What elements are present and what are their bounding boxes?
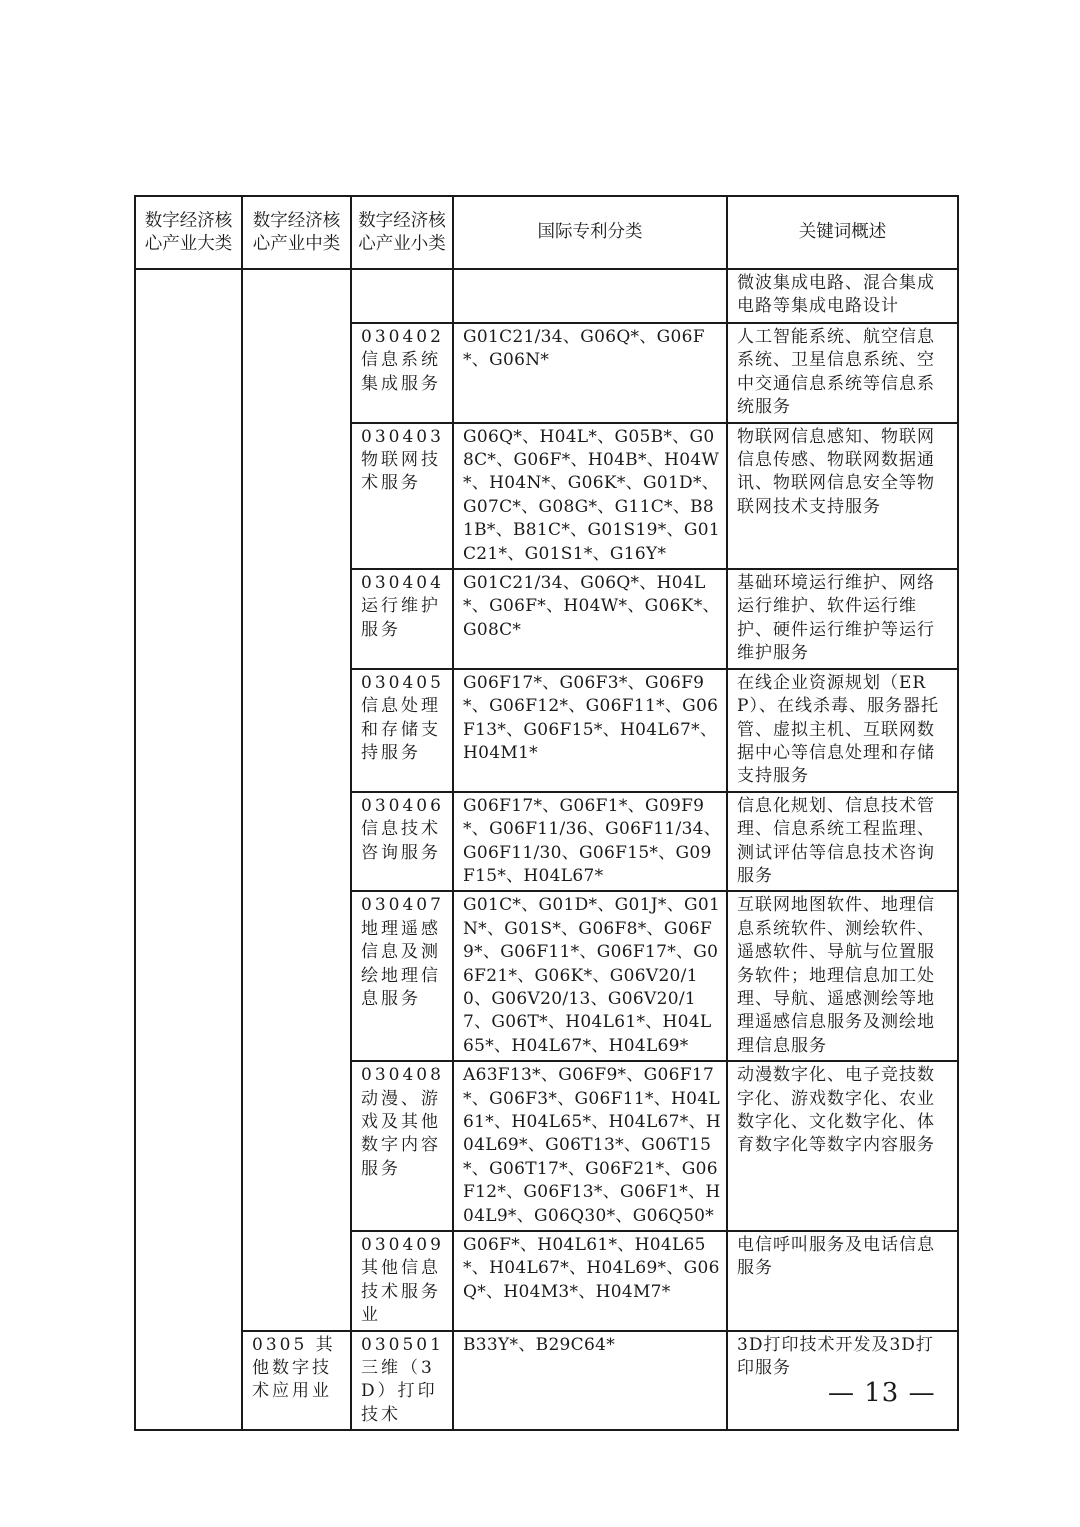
ipc-cell: B33Y*、B29C64* [453, 1331, 727, 1431]
header-middle: 数字经济核心产业中类 [242, 196, 351, 269]
minor-cell: 030501 三维（3D）打印技术 [351, 1331, 453, 1431]
minor-cell: 030403 物联网技术服务 [351, 423, 453, 569]
keywords-cell: 互联网地图软件、地理信息系统软件、测绘软件、遥感软件、导航与位置服务软件；地理信息加工处理、导航、遥感测绘等地理遥感信息服务及测绘地理信息服务 [727, 891, 958, 1061]
table-row [135, 269, 958, 323]
minor-cell: 030409 其他信息技术服务业 [351, 1231, 453, 1331]
classification-table [134, 195, 959, 1431]
keywords-cell: 在线企业资源规划（ERP）、在线杀毒、服务器托管、虚拟主机、互联网数据中心等信息处理和存储支持服务 [727, 669, 958, 792]
keywords-cell: 人工智能系统、航空信息系统、卫星信息系统、空中交通信息系统等信息系统服务 [727, 323, 958, 423]
header-keywords: 关键词概述 [727, 196, 958, 269]
ipc-cell: G06F*、H04L61*、H04L65*、H04L67*、H04L69*、G06Q*、H04M3*、H04M7* [453, 1231, 727, 1331]
ipc-cell: G01C*、G01D*、G01J*、G01N*、G01S*、G06F8*、G06F9*、G06F11*、G06F17*、G06F21*、G06K*、G06V20/10、G06V20/13、G06V20/17、G06T*、H04L61*、H04L65*、H04L67*、H04L69* [453, 891, 727, 1061]
header-minor: 数字经济核心产业小类 [351, 196, 453, 269]
minor-cell: 030402 信息系统集成服务 [351, 323, 453, 423]
middle-cell: 0305 其他数字技术应用业 [242, 1331, 351, 1431]
keywords-cell: 物联网信息感知、物联网信息传感、物联网数据通讯、物联网信息安全等物联网技术支持服务 [727, 423, 958, 569]
ipc-cell: G06Q*、H04L*、G05B*、G08C*、G06F*、H04B*、H04W*、H04N*、G06K*、G01D*、G07C*、G08G*、G11C*、B81B*、B81C*、G01S19*、G01C21*、G01S1*、G16Y* [453, 423, 727, 569]
major-cell [135, 269, 242, 1430]
ipc-cell: A63F13*、G06F9*、G06F17*、G06F3*、G06F11*、H04L61*、H04L65*、H04L67*、H04L69*、G06T13*、G06T15*、G06T17*、G06F21*、G06F12*、G06F13*、G06F1*、H04L9*、G06Q30*、G06Q50* [453, 1061, 727, 1231]
page-number: — 13 — [828, 1378, 936, 1408]
keywords-cell: 信息化规划、信息技术管理、信息系统工程监理、测试评估等信息技术咨询服务 [727, 792, 958, 892]
middle-cell [242, 269, 351, 1331]
keywords-cell: 微波集成电路、混合集成电路等集成电路设计 [727, 269, 958, 323]
minor-cell: 030405 信息处理和存储支持服务 [351, 669, 453, 792]
keywords-cell: 动漫数字化、电子竞技数字化、游戏数字化、农业数字化、文化数字化、体育数字化等数字内容服务 [727, 1061, 958, 1231]
header-major: 数字经济核心产业大类 [135, 196, 242, 269]
ipc-cell: G06F17*、G06F3*、G06F9*、G06F12*、G06F11*、G06F13*、G06F15*、H04L67*、H04M1* [453, 669, 727, 792]
minor-cell [351, 269, 453, 323]
minor-cell: 030408 动漫、游戏及其他数字内容服务 [351, 1061, 453, 1231]
ipc-cell: G01C21/34、G06Q*、H04L*、G06F*、H04W*、G06K*、G08C* [453, 569, 727, 669]
keywords-cell: 基础环境运行维护、网络运行维护、软件运行维护、硬件运行维护等运行维护服务 [727, 569, 958, 669]
ipc-cell: G01C21/34、G06Q*、G06F*、G06N* [453, 323, 727, 423]
header-row [135, 196, 958, 269]
ipc-cell [453, 269, 727, 323]
minor-cell: 030407 地理遥感信息及测绘地理信息服务 [351, 891, 453, 1061]
keywords-cell: 电信呼叫服务及电话信息服务 [727, 1231, 958, 1331]
header-ipc: 国际专利分类 [453, 196, 727, 269]
minor-cell: 030404 运行维护服务 [351, 569, 453, 669]
keywords-cell: 3D打印技术开发及3D打印服务 [727, 1331, 958, 1431]
minor-cell: 030406 信息技术咨询服务 [351, 792, 453, 892]
ipc-cell: G06F17*、G06F1*、G09F9*、G06F11/36、G06F11/34、G06F11/30、G06F15*、G09F15*、H04L67* [453, 792, 727, 892]
